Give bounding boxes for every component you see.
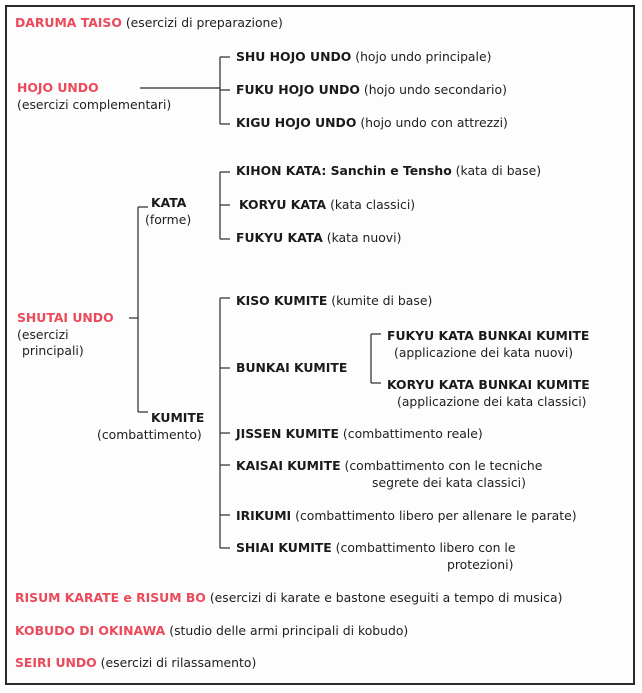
kumite-desc: (combattimento): [97, 427, 202, 442]
kaisai-kumite-desc-1: (combattimento con le tecniche: [344, 458, 543, 473]
fukyu-bunkai-label: FUKYU KATA BUNKAI KUMITE: [387, 328, 590, 343]
irikumi-desc: (combattimento libero per allenare le parate): [295, 508, 577, 523]
kobudo-desc: (studio delle armi principali di kobudo): [169, 623, 409, 638]
kihon-kata-entry: [236, 163, 541, 179]
shu-hojo-desc: (hojo undo principale): [355, 49, 492, 64]
fuku-hojo-entry: [236, 82, 507, 98]
kiso-kumite-label: KISO KUMITE: [236, 293, 328, 308]
kigu-hojo-entry: [236, 115, 508, 131]
fukyu-kata-label: FUKYU KATA: [236, 230, 323, 245]
kihon-kata-desc: (kata di base): [455, 163, 542, 178]
koryu-kata-desc: (kata classici): [330, 197, 416, 212]
shutai-desc-2: principali): [22, 343, 84, 358]
shutai-label: SHUTAI UNDO: [17, 310, 114, 325]
hojo-label: HOJO UNDO: [17, 80, 99, 95]
koryu-bunkai-label: KORYU KATA BUNKAI KUMITE: [387, 377, 590, 392]
kigu-hojo-desc: (hojo undo con attrezzi): [360, 115, 508, 130]
koryu-kata-entry: [239, 197, 415, 213]
daruma-desc: (esercizi di preparazione): [125, 15, 283, 30]
koryu-bunkai-desc: (applicazione dei kata classici): [397, 394, 587, 409]
fuku-hojo-label: FUKU HOJO UNDO: [236, 82, 360, 97]
seiri-entry: [15, 655, 256, 671]
shiai-kumite-label: SHIAI KUMITE: [236, 540, 332, 555]
shutai-desc-1: (esercizi: [17, 327, 69, 342]
fukyu-kata-entry: [236, 230, 401, 246]
jissen-kumite-entry: [236, 426, 483, 442]
kobudo-label: KOBUDO DI OKINAWA: [15, 623, 166, 638]
risum-entry: [15, 590, 562, 606]
irikumi-entry: [236, 508, 577, 524]
kaisai-kumite-entry: [236, 458, 542, 474]
jissen-kumite-label: JISSEN KUMITE: [236, 426, 339, 441]
kata-label: KATA: [151, 195, 187, 210]
daruma-label: DARUMA TAISO: [15, 15, 122, 30]
kiso-kumite-entry: [236, 293, 432, 309]
hojo-desc: (esercizi complementari): [17, 97, 172, 112]
risum-desc: (esercizi di karate e bastone eseguiti a tempo di musica): [209, 590, 563, 605]
shiai-kumite-desc-1: (combattimento libero con le: [335, 540, 516, 555]
risum-label: RISUM KARATE e RISUM BO: [15, 590, 206, 605]
bunkai-kumite-label: BUNKAI KUMITE: [236, 360, 348, 375]
daruma-entry: [15, 15, 283, 31]
seiri-label: SEIRI UNDO: [15, 655, 97, 670]
kiso-kumite-desc: (kumite di base): [331, 293, 433, 308]
kobudo-entry: [15, 623, 408, 639]
kaisai-kumite-desc-2: segrete dei kata classici): [372, 475, 526, 490]
seiri-desc: (esercizi di rilassamento): [100, 655, 257, 670]
kumite-label: KUMITE: [151, 410, 205, 425]
kata-desc: (forme): [145, 212, 192, 227]
irikumi-label: IRIKUMI: [236, 508, 292, 523]
fukyu-kata-desc: (kata nuovi): [326, 230, 402, 245]
shiai-kumite-entry: [236, 540, 515, 556]
shiai-kumite-desc-2: protezioni): [447, 557, 514, 572]
shu-hojo-entry: [236, 49, 491, 65]
kihon-kata-label: KIHON KATA: Sanchin e Tensho: [236, 163, 452, 178]
jissen-kumite-desc: (combattimento reale): [342, 426, 483, 441]
kigu-hojo-label: KIGU HOJO UNDO: [236, 115, 357, 130]
shu-hojo-label: SHU HOJO UNDO: [236, 49, 352, 64]
fukyu-bunkai-desc: (applicazione dei kata nuovi): [394, 345, 574, 360]
koryu-kata-label: KORYU KATA: [239, 197, 327, 212]
fuku-hojo-desc: (hojo undo secondario): [363, 82, 507, 97]
kaisai-kumite-label: KAISAI KUMITE: [236, 458, 341, 473]
